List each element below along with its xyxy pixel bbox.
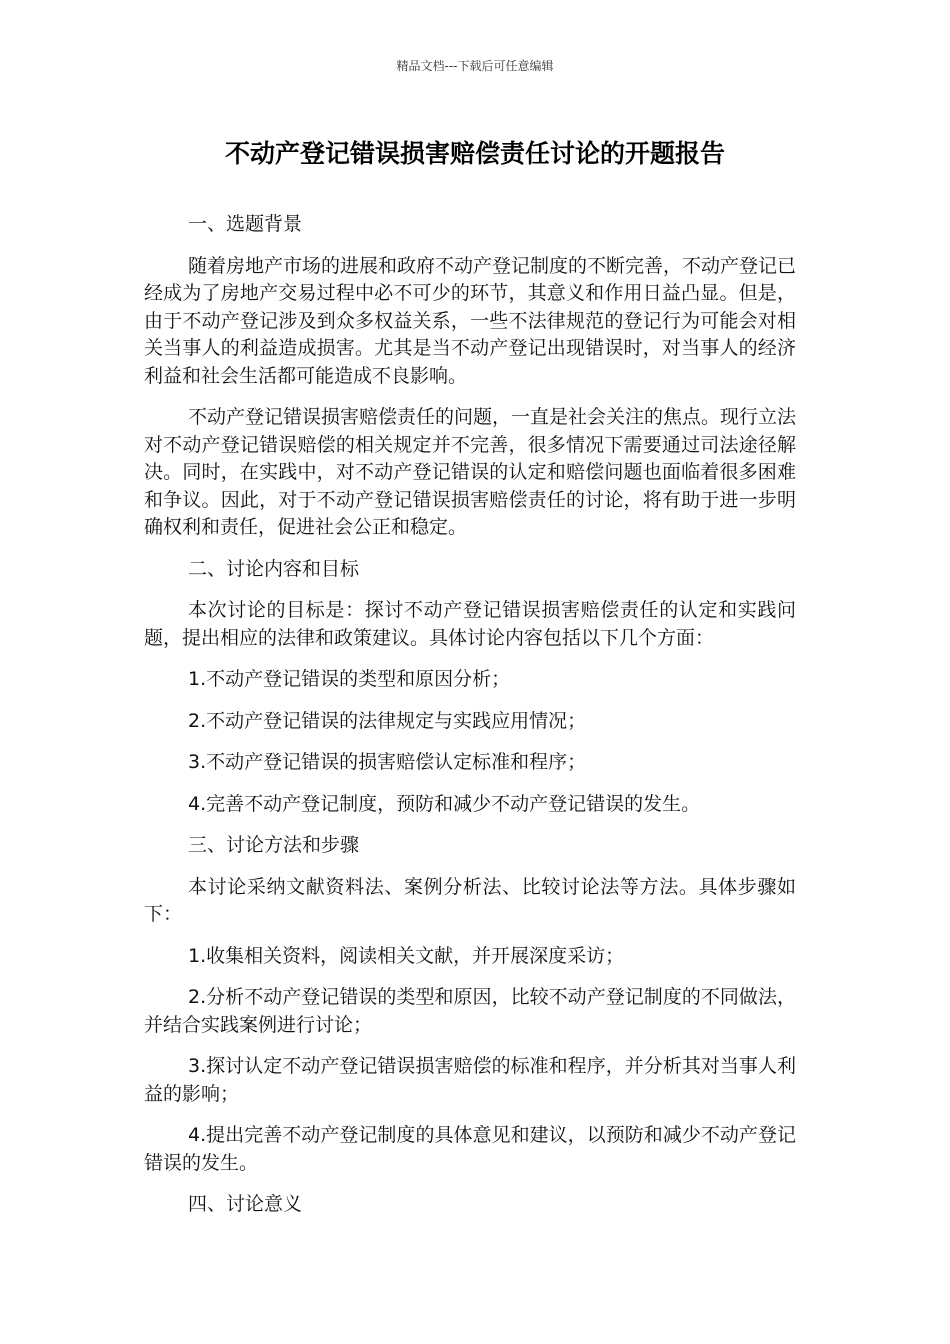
page-header-note: 精品文档---下载后可任意编辑: [396, 59, 554, 73]
list-item: 4.提出完善不动产登记制度的具体意见和建议，以预防和减少不动产登记错误的发生。: [144, 1124, 796, 1174]
paragraph: 不动产登记错误损害赔偿责任的问题，一直是社会关注的焦点。现行立法对不动产登记错误赔偿的相关规定并不完善，很多情况下需要通过司法途径解决。同时，在实践中，对不动产登记错误的认定和赔偿问题也面临着很多困难和争议。因此，对于不动产登记错误损害赔偿责任的讨论，将有助于进一步明确权利和责任，促进社会公正和稳定。: [144, 406, 797, 538]
list-item: 3.不动产登记错误的损害赔偿认定标准和程序；: [188, 751, 587, 773]
section-content-goals: [144, 556, 796, 819]
paragraph: 本讨论采纳文献资料法、案例分析法、比较讨论法等方法。具体步骤如下：: [144, 875, 796, 925]
section-heading: 三、讨论方法和步骤: [188, 834, 360, 856]
section-heading: 四、讨论意义: [188, 1193, 303, 1215]
document-body: [144, 211, 796, 1233]
section-heading: 二、讨论内容和目标: [188, 557, 360, 580]
list-item: 2.不动产登记错误的法律规定与实践应用情况；: [188, 709, 587, 732]
section-background: [144, 211, 796, 542]
section-heading: 一、选题背景: [188, 213, 303, 235]
list-item: 4.完善不动产登记制度，预防和减少不动产登记错误的发生。: [188, 792, 701, 815]
document-title: 不动产登记错误损害赔偿责任讨论的开题报告: [224, 139, 725, 168]
section-methods-steps: [144, 832, 796, 1177]
list-item: 1.不动产登记错误的类型和原因分析；: [188, 668, 511, 690]
paragraph: 本次讨论的目标是：探讨不动产登记错误损害赔偿责任的认定和实践问题，提出相应的法律和政策建议。具体讨论内容包括以下几个方面：: [144, 599, 796, 649]
list-item: 2.分析不动产登记错误的类型和原因，比较不动产登记制度的不同做法，并结合实践案例进行讨论；: [144, 986, 796, 1036]
list-item: 1.收集相关资料，阅读相关文献，并开展深度采访；: [188, 944, 625, 967]
list-item: 3.探讨认定不动产登记错误损害赔偿的标准和程序，并分析其对当事人利益的影响；: [144, 1055, 796, 1105]
section-significance: [144, 1191, 796, 1219]
paragraph: 随着房地产市场的进展和政府不动产登记制度的不断完善，不动产登记已经成为了房地产交易过程中必不可少的环节，其意义和作用日益凸显。但是，由于不动产登记涉及到众多权益关系，一些不法律规范的登记行为可能会对相关当事人的利益造成损害。尤其是当不动产登记出现错误时，对当事人的经济利益和社会生活都可能造成不良影响。: [144, 254, 797, 387]
